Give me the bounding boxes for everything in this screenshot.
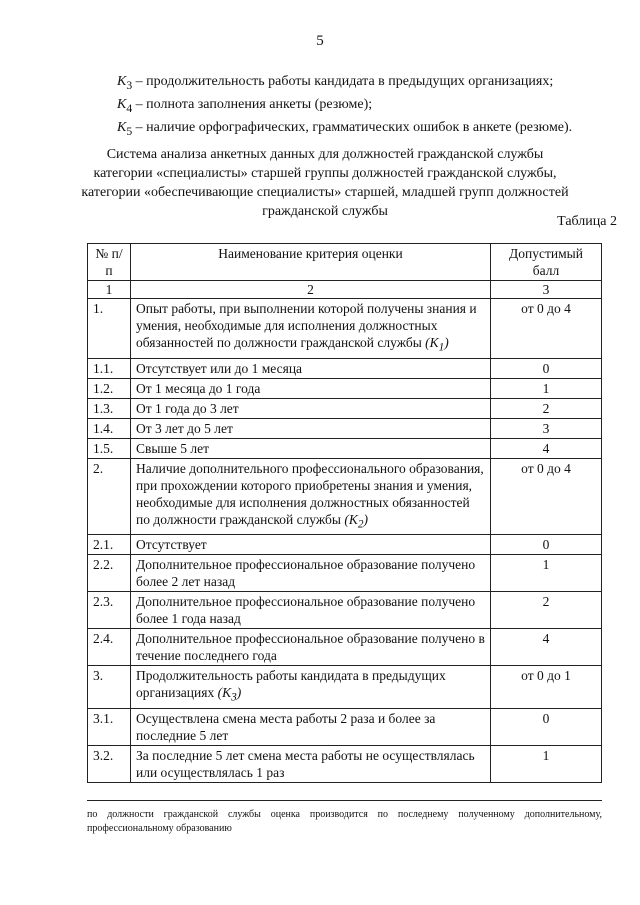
row-num: 2. (88, 458, 131, 535)
row-criterion: Осуществлена смена места работы 2 раза и более за последние 5 лет (131, 709, 491, 746)
row-criterion: От 1 года до 3 лет (131, 398, 491, 418)
row-num: 1. (88, 299, 131, 359)
table-row (88, 555, 602, 592)
row-num: 2.2. (88, 555, 131, 592)
definition-k5: $K_5$ – наличие орфографических, грамматических ошибок в анкете (резюме). (117, 119, 573, 138)
row-score: 2 (491, 592, 602, 629)
row-num: 3.1. (88, 709, 131, 746)
header-score: Допустимый балл (491, 244, 602, 281)
table-row (88, 378, 602, 398)
row-score: 1 (491, 555, 602, 592)
table-row (88, 746, 602, 783)
footnote-divider (87, 800, 602, 801)
row-score: 2 (491, 398, 602, 418)
header-criterion: Наименование критерия оценки (131, 244, 491, 281)
row-criterion: Продолжительность работы кандидата в предыдущих организациях $(K_3)$ (131, 666, 491, 709)
table-row (88, 629, 602, 666)
row-score: 0 (491, 358, 602, 378)
row-num: 1.1. (88, 358, 131, 378)
table-row (88, 299, 602, 359)
row-num: 2.3. (88, 592, 131, 629)
row-criterion: Свыше 5 лет (131, 438, 491, 458)
table-row (88, 438, 602, 458)
row-score: 0 (491, 535, 602, 555)
section-heading: Система анализа анкетных данных для должностей гражданской службы категории «специалисты» старшей группы должностей гражданской службы, категории «обеспечивающие специалисты» старшей, младшей групп должностей гражданской службы (81, 147, 569, 219)
row-num: 2.1. (88, 535, 131, 555)
index-cell: 3 (491, 281, 602, 299)
row-num: 1.3. (88, 398, 131, 418)
row-criterion: Отсутствует или до 1 месяца (131, 358, 491, 378)
row-score: 4 (491, 438, 602, 458)
row-score: 0 (491, 709, 602, 746)
index-cell: 2 (131, 281, 491, 299)
row-criterion: Дополнительное профессиональное образование получено более 1 года назад (131, 592, 491, 629)
row-score: 3 (491, 418, 602, 438)
index-cell: 1 (88, 281, 131, 299)
table-body (88, 299, 602, 783)
row-criterion: Дополнительное профессиональное образование получено более 2 лет назад (131, 555, 491, 592)
row-criterion: Наличие дополнительного профессионального образования, при прохождении которого приобретены знания и умения, необходимые для исполнения должностных обязанностей по должности гражданской службы $(K_2)$ (131, 458, 491, 535)
row-num: 1.4. (88, 418, 131, 438)
page-number: 5 (316, 33, 324, 49)
row-score: 1 (491, 746, 602, 783)
definition-k4: $K_4$ – полнота заполнения анкеты (резюме); (117, 96, 373, 115)
row-num: 1.2. (88, 378, 131, 398)
table-row (88, 592, 602, 629)
table-row (88, 418, 602, 438)
row-score: 4 (491, 629, 602, 666)
header-number: № п/п (88, 244, 131, 281)
row-score: 1 (491, 378, 602, 398)
table-index-row (88, 281, 602, 299)
table-row (88, 398, 602, 418)
row-criterion: От 1 месяца до 1 года (131, 378, 491, 398)
row-criterion: За последние 5 лет смена места работы не осуществлялась или осуществлялась 1 раз (131, 746, 491, 783)
row-num: 3. (88, 666, 131, 709)
table-row (88, 535, 602, 555)
row-criterion: Опыт работы, при выполнении которой получены знания и умения, необходимые для исполнения должностных обязанностей по должности гражданской службы $(K_1)$ (131, 299, 491, 359)
table-header-row (88, 244, 602, 281)
row-num: 3.2. (88, 746, 131, 783)
row-score: от 0 до 4 (491, 299, 602, 359)
row-score: от 0 до 4 (491, 458, 602, 535)
row-num: 2.4. (88, 629, 131, 666)
row-score: от 0 до 1 (491, 666, 602, 709)
row-criterion: От 3 лет до 5 лет (131, 418, 491, 438)
table-label: Таблица 2 (557, 214, 617, 229)
row-criterion: Дополнительное профессиональное образование получено в течение последнего года (131, 629, 491, 666)
row-num: 1.5. (88, 438, 131, 458)
coefficient-definitions (117, 72, 620, 140)
table-row (88, 458, 602, 535)
footnote: по должности гражданской службы оценка производится по последнему полученному дополнительному, профессиональному образованию (87, 809, 602, 834)
table-row (88, 358, 602, 378)
criteria-table (87, 243, 602, 783)
table-row (88, 666, 602, 709)
row-criterion: Отсутствует (131, 535, 491, 555)
definition-k3: $K_3$ – продолжительность работы кандидата в предыдущих организациях; (117, 74, 554, 92)
table-row (88, 709, 602, 746)
